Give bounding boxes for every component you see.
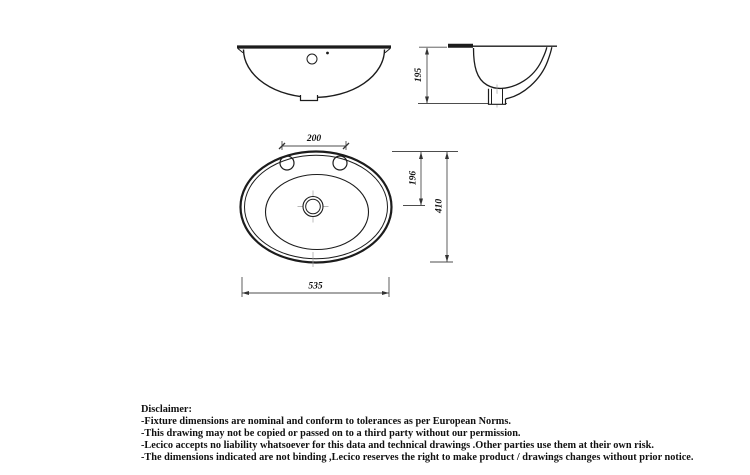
- disclaimer-line-1: -Fixture dimensions are nominal and conform to tolerances as per European Norms.: [141, 416, 511, 427]
- dim-410-arrow-down: [445, 255, 449, 262]
- front-overflow-hole: [307, 54, 317, 64]
- dim-410-arrow-up: [445, 152, 449, 159]
- disclaimer-line-3: -Lecico accepts no liability whatsoever for this data and technical drawings .Other parties use them at their own risk.: [141, 440, 654, 451]
- front-elevation-view: [237, 47, 391, 101]
- front-bowl-outline: [244, 50, 385, 98]
- dim-200-label: 200: [306, 134, 322, 144]
- plan-tap-hole-left: [280, 156, 294, 170]
- dim-196-arrow-up: [419, 152, 423, 159]
- dim-195-label: 195: [414, 67, 424, 83]
- front-small-dot: [326, 52, 329, 55]
- dim-535-arrow-right: [382, 291, 389, 295]
- dim-195-arrow-up: [425, 48, 429, 55]
- front-drain-notch: [301, 95, 318, 101]
- disclaimer-block: [141, 404, 747, 464]
- dim-195-arrow-down: [425, 97, 429, 104]
- disclaimer-line-4: -The dimensions indicated are not binding ,Lecico reserves the right to make product / drawings changes without prior notice.: [141, 452, 694, 463]
- dim-535-label: 535: [308, 281, 323, 292]
- side-section-view: [414, 46, 557, 108]
- dim-410-label: 410: [434, 198, 445, 214]
- dim-196-label: 196: [408, 170, 419, 186]
- plan-view: [241, 152, 392, 268]
- side-inner-bowl-profile: [474, 47, 547, 88]
- plan-dimensions: [242, 134, 458, 297]
- disclaimer-line-2: -This drawing may not be copied or passed on to a third party without our permission.: [141, 428, 521, 439]
- disclaimer-title: Disclaimer:: [141, 404, 192, 415]
- front-rim-end-ticks: [238, 49, 390, 53]
- dim-535-arrow-left: [242, 291, 249, 295]
- dim-196-arrow-down: [419, 199, 423, 206]
